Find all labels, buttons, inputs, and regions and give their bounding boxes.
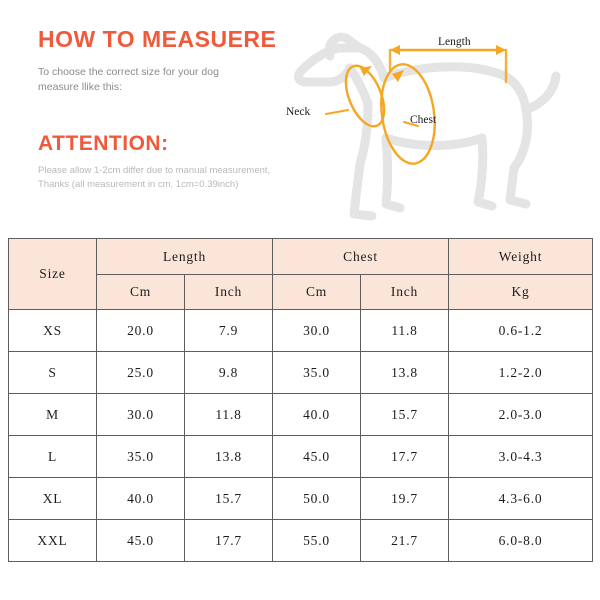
- cell-size: M: [9, 394, 97, 436]
- cell-size: XXL: [9, 520, 97, 562]
- cell-length-cm: 35.0: [97, 436, 185, 478]
- cell-chest-cm: 50.0: [273, 478, 361, 520]
- cell-length-cm: 20.0: [97, 310, 185, 352]
- cell-length-inch: 9.8: [185, 352, 273, 394]
- table-row: [9, 520, 593, 562]
- page-title: HOW TO MEASUERE: [38, 26, 277, 52]
- cell-chest-cm: 35.0: [273, 352, 361, 394]
- dog-measurement-diagram: [268, 18, 588, 233]
- cell-length-cm: 30.0: [97, 394, 185, 436]
- label-neck: Neck: [286, 106, 311, 118]
- table-row: [9, 394, 593, 436]
- subheader-chest-inch: Inch: [361, 275, 449, 310]
- cell-length-inch: 7.9: [185, 310, 273, 352]
- cell-weight-kg: 0.6-1.2: [449, 310, 593, 352]
- header-size: Size: [9, 239, 97, 310]
- cell-weight-kg: 1.2-2.0: [449, 352, 593, 394]
- table-sub-header-row: [9, 275, 593, 310]
- cell-chest-inch: 19.7: [361, 478, 449, 520]
- cell-length-cm: 40.0: [97, 478, 185, 520]
- cell-chest-inch: 11.8: [361, 310, 449, 352]
- cell-size: XL: [9, 478, 97, 520]
- header-length: Length: [97, 239, 273, 275]
- cell-length-inch: 11.8: [185, 394, 273, 436]
- cell-chest-cm: 45.0: [273, 436, 361, 478]
- table-row: [9, 310, 593, 352]
- cell-length-inch: 17.7: [185, 520, 273, 562]
- cell-chest-cm: 55.0: [273, 520, 361, 562]
- subheader-weight-kg: Kg: [449, 275, 593, 310]
- subheader-length-inch: Inch: [185, 275, 273, 310]
- cell-chest-inch: 15.7: [361, 394, 449, 436]
- cell-size: S: [9, 352, 97, 394]
- cell-weight-kg: 6.0-8.0: [449, 520, 593, 562]
- cell-chest-inch: 21.7: [361, 520, 449, 562]
- cell-chest-inch: 17.7: [361, 436, 449, 478]
- attention-note: Please allow 1-2cm differ due to manual measurement, Thanks (all measurement in cm, 1cm=0.39inch): [38, 165, 271, 190]
- label-chest: Chest: [410, 114, 437, 126]
- table-row: [9, 478, 593, 520]
- cell-chest-inch: 13.8: [361, 352, 449, 394]
- cell-weight-kg: 3.0-4.3: [449, 436, 593, 478]
- subheader-chest-cm: Cm: [273, 275, 361, 310]
- cell-length-cm: 45.0: [97, 520, 185, 562]
- label-length: Length: [438, 36, 471, 48]
- cell-weight-kg: 4.3-6.0: [449, 478, 593, 520]
- cell-size: L: [9, 436, 97, 478]
- page-subtitle: To choose the correct size for your dog measure llike this:: [38, 66, 219, 93]
- table-row: [9, 352, 593, 394]
- cell-length-inch: 13.8: [185, 436, 273, 478]
- subheader-length-cm: Cm: [97, 275, 185, 310]
- table-group-header-row: [9, 239, 593, 275]
- size-table: [8, 238, 593, 562]
- cell-chest-cm: 30.0: [273, 310, 361, 352]
- cell-size: XS: [9, 310, 97, 352]
- cell-length-cm: 25.0: [97, 352, 185, 394]
- header-chest: Chest: [273, 239, 449, 275]
- size-table-wrapper: [8, 238, 592, 562]
- cell-chest-cm: 40.0: [273, 394, 361, 436]
- header-weight: Weight: [449, 239, 593, 275]
- cell-weight-kg: 2.0-3.0: [449, 394, 593, 436]
- table-row: [9, 436, 593, 478]
- attention-title: ATTENTION:: [38, 132, 169, 155]
- cell-length-inch: 15.7: [185, 478, 273, 520]
